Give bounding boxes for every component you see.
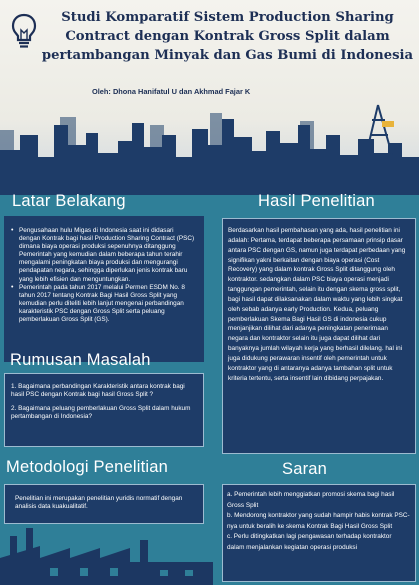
factory-silhouette [0,518,213,585]
metodologi-heading: Metodologi Penelitian [6,458,168,476]
hasil-heading: Hasil Penelitian [258,192,375,210]
rumusan-box [4,373,204,447]
poster-title [40,8,415,65]
title-line-3: pertambangan Minyak dan Gas Bumi di Indonesia [41,48,414,63]
latar-list [10,227,196,324]
rumusan-item: 2. Bagaimana peluang pemberlakuan Gross Split dalam hukum pertambangan di Indonesia? [11,405,191,421]
lightbulb-icon [10,12,38,50]
latar-box [4,216,204,362]
saran-item: b. Mendorong kontraktor yang sudah hampir habis kontrak PSC-nya untuk beralih ke skema Kontrak Bagi Hasil Gross Split [227,512,410,530]
hasil-box [222,218,416,454]
saran-box [222,484,416,582]
rumusan-item: 1. Bagaimana perbandingan Karakteristik antara kontrak bagi hasil PSC dengan Kontrak bagi hasil Gross Split ? [11,383,185,399]
metodologi-text: Penelitian ini merupakan penelitian yuridis normatif dengan analisis data kuakualitatif. [15,495,183,511]
saran-item: a. Pemerintah lebih menggiatkan promosi skema bagi hasil Gross Split [227,491,395,509]
saran-heading: Saran [282,460,328,478]
latar-item: • Pemerintah pada tahun 2017 melalui Permen ESDM No. 8 tahun 2017 tentang Kontrak Bagi Hasil Gross Split yang kemudian perlu diteliti lebih lanjut mengenai perbandingan karakteristik PSC dengan Gross Split serta peluang pemberlakuan Gross Split (GS). [10,284,196,324]
latar-item: • Pengusahaan hulu Migas di Indonesia saat ini didasari dengan Kontrak bagi hasil Production Sharing Contract (PSC) dimana biaya operasi produksi sepenuhnya ditanggung Pemerintah yang kemudian dalam beberapa tahun terahir mengalami peningkatan biaya produksi dan mengurangi pendapatan negara, sehingga diperlukan jenis kontrak baru yang lebih efisien dan menguntungkan. [10,227,196,284]
hasil-text: Berdasarkan hasil pembahasan yang ada, hasil penelitian ini adalah: Pertama, terdapat beberapa persamaan prinsip dasar antara PSC dengan GS, namun juga terdapat perbedaan yang signifikan yakni berkaitan dengan biaya operasi (Cost Recovery) yang dalam kontrak Gross Split ditanggung oleh kontraktor. sedangkan dalam PSC biaya operasi menjadi tanggungan pemerintah, selain itu dengan skema gross split, bagi hasil dapat dilaksanakan dalam waktu yang lebih singkat oleh sebab adanya early Production. Kedua, peluang pemberlakuan Skema Bagi Hasil GS di indonesia cukup menjanjikan dilihat dari adanya peningkatan penerimaan negara dan kontraktor selain itu juga dapat dilihat dari banyaknya jumlah wilayah kerja yang berhasil dilelang. hal ini juga didukung perawaran insentif oleh pemerintah untuk kontraktor yang di antaranya adanya tambahan split untuk kriteria tertentu, serta insentif lain dibidang perpajakan. [228,227,406,382]
author-line: Oleh: Dhona Hanifatul U dan Akhmad Fajar K [92,87,251,96]
saran-item: c. Perlu ditingkatkan lagi pengawasan terhadap kontraktor dalam menjalankan kegiatan operasi produksi [227,533,392,551]
city-skyline [0,95,419,195]
title-line-1: Studi Komparatif Sistem Production Sharing [61,10,394,25]
latar-heading: Latar Belakang [12,192,126,210]
rumusan-heading: Rumusan Masalah [10,351,151,369]
title-line-2: Contract dengan Kontrak Gross Split dalam [65,29,390,44]
